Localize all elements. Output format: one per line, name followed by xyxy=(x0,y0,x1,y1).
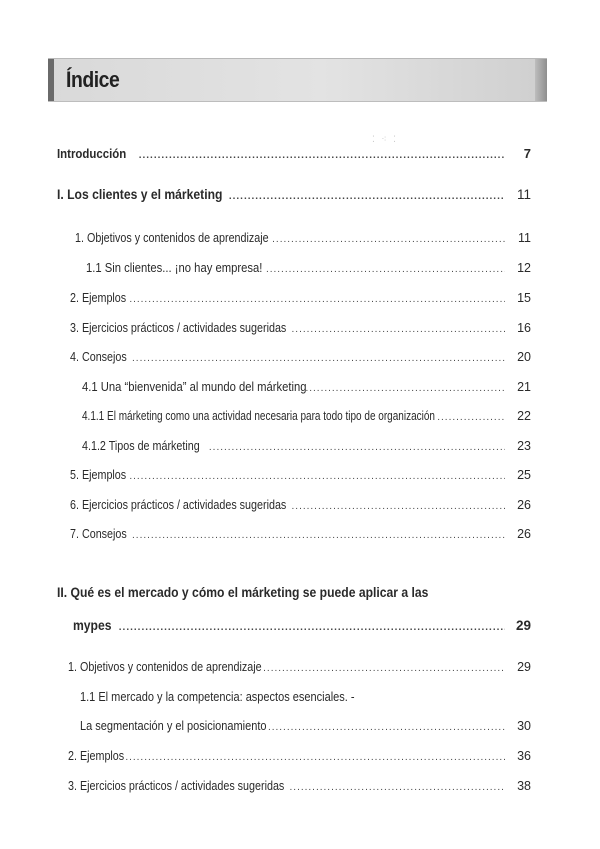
toc-entry xyxy=(86,260,531,278)
toc-entry xyxy=(70,497,531,515)
toc-leader-dots xyxy=(129,469,505,485)
toc-leader-dots xyxy=(266,262,505,278)
toc-entry xyxy=(80,718,531,736)
toc-leader-dots xyxy=(290,780,505,796)
toc-leader-dots xyxy=(132,528,505,544)
toc-page-number: 26 xyxy=(517,498,531,512)
toc-leader-dots xyxy=(229,189,505,205)
toc-entry xyxy=(70,349,531,367)
toc-entry xyxy=(57,187,531,205)
toc-entry xyxy=(68,659,531,677)
toc-entry-title: 4. Consejos xyxy=(70,350,127,364)
toc-entry xyxy=(70,526,531,544)
toc-entry xyxy=(75,230,531,248)
toc-page-number: 12 xyxy=(517,261,531,275)
toc-entry xyxy=(73,618,531,636)
toc-entry-title: La segmentación y el posicionamiento xyxy=(80,719,267,733)
toc-leader-dots xyxy=(292,499,505,515)
toc-leader-dots xyxy=(292,322,505,338)
toc-page-number: 16 xyxy=(517,321,531,335)
toc-entry-title: 3. Ejercicios prácticos / actividades sugeridas xyxy=(68,779,285,793)
toc-entry-title: 3. Ejercicios prácticos / actividades sugeridas xyxy=(70,321,287,335)
toc-entry xyxy=(70,320,531,338)
toc-chapter-heading: II. Qué es el mercado y cómo el márketing se puede aplicar a las xyxy=(57,585,429,600)
toc-entry-title: 1. Objetivos y contenidos de aprendizaje xyxy=(68,660,262,674)
toc-leader-dots xyxy=(125,750,505,766)
toc-subsection-line: 1.1 El mercado y la competencia: aspectos esenciales. - xyxy=(80,690,355,704)
toc-entry-title: 4.1.1 El márketing como una actividad necesaria para todo tipo de organización xyxy=(82,409,435,423)
toc-entry-title: 7. Consejos xyxy=(70,527,127,541)
toc-entry-title: mypes xyxy=(73,618,112,633)
toc-entry xyxy=(82,438,531,456)
toc-entry-title: 6. Ejercicios prácticos / actividades sugeridas xyxy=(70,498,287,512)
toc-entry xyxy=(82,379,531,397)
toc-leader-dots xyxy=(119,620,505,636)
toc-page-number: 29 xyxy=(517,660,531,674)
toc-entry-title: 4.1.2 Tipos de márketing xyxy=(82,439,200,453)
toc-leader-dots xyxy=(263,661,505,677)
toc-entry xyxy=(68,778,531,796)
toc-page-number: 21 xyxy=(517,380,531,394)
toc-leader-dots xyxy=(437,410,505,426)
toc-page-number: 30 xyxy=(517,719,531,733)
toc-entry-title: 2. Ejemplos xyxy=(68,749,125,763)
toc-entry-title: 1. Objetivos y contenidos de aprendizaje xyxy=(75,231,269,245)
page-title: Índice xyxy=(66,67,120,92)
toc-entry-title: 2. Ejemplos xyxy=(70,291,127,305)
toc-page-number: 23 xyxy=(517,439,531,453)
toc-entry-title: 5. Ejemplos xyxy=(70,468,127,482)
toc-page-number: 36 xyxy=(517,749,531,763)
toc-page-number: 11 xyxy=(518,231,531,245)
toc-leader-dots xyxy=(129,292,505,308)
toc-leader-dots xyxy=(209,440,505,456)
toc-entry-title: 4.1 Una “bienvenida” al mundo del márketing xyxy=(82,380,307,394)
toc-page-number: 15 xyxy=(517,291,531,305)
toc-leader-dots xyxy=(305,381,505,397)
toc-page-number: 38 xyxy=(517,779,531,793)
toc-page-number: 25 xyxy=(517,468,531,482)
toc-page-number: 7 xyxy=(523,146,531,161)
scan-artifact: ⁚ ⁖ ⁚ xyxy=(372,134,398,144)
toc-entry xyxy=(57,146,531,164)
toc-entry xyxy=(82,408,531,426)
toc-leader-dots xyxy=(272,232,505,248)
toc-entry-title: Introducción xyxy=(57,146,127,161)
toc-page-number: 26 xyxy=(517,527,531,541)
toc-entry xyxy=(70,290,531,308)
toc-leader-dots xyxy=(268,720,505,736)
toc-page-number: 20 xyxy=(517,350,531,364)
toc-leader-dots xyxy=(132,351,505,367)
toc-entry-title: I. Los clientes y el márketing xyxy=(57,187,223,202)
toc-entry xyxy=(68,748,531,766)
toc-page-number: 29 xyxy=(515,618,531,633)
toc-entry-title: 1.1 Sin clientes... ¡no hay empresa! xyxy=(86,261,263,275)
toc-page-number: 11 xyxy=(516,187,531,202)
toc-page-number: 22 xyxy=(517,409,531,423)
toc-leader-dots xyxy=(139,148,505,164)
toc-entry xyxy=(70,467,531,485)
